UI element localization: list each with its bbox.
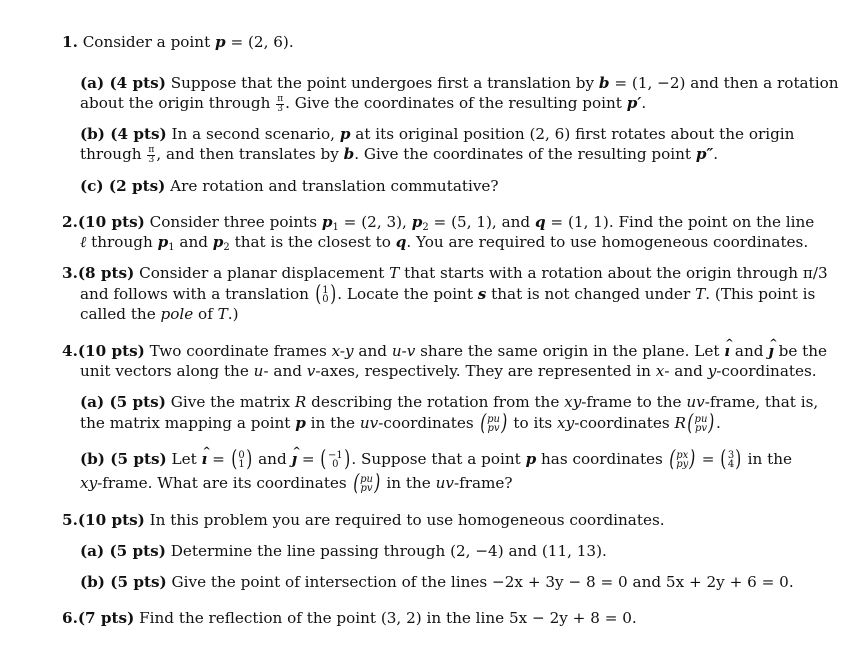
problem-1b-line-1 bbox=[80, 124, 794, 144]
text: Find the reflection of the point (3, 2) in the line 5x − 2y + 8 = 0. bbox=[134, 609, 637, 627]
text: Two coordinate frames bbox=[144, 342, 332, 360]
problem-4a-line-1 bbox=[80, 392, 818, 412]
text: . bbox=[641, 94, 647, 112]
text: describing the rotation from the bbox=[306, 393, 565, 411]
math-var: T bbox=[695, 285, 706, 303]
text: in the bbox=[742, 450, 793, 468]
part-label: (a) (4 pts) bbox=[80, 74, 166, 92]
math-var: p bbox=[525, 450, 537, 468]
math-var: uv bbox=[686, 393, 705, 411]
problem-label: 3.(8 pts) bbox=[62, 264, 135, 282]
text: that starts with a rotation about the origin through π/3 bbox=[399, 264, 828, 282]
problem-2-line-2 bbox=[80, 232, 808, 252]
column-vector: ( pu pv ) bbox=[687, 411, 715, 436]
vec-entry: 0 bbox=[322, 294, 329, 305]
math-var: p bbox=[339, 125, 351, 143]
text: Consider a point bbox=[82, 33, 215, 51]
text: of bbox=[193, 305, 218, 323]
text: = (2, 6). bbox=[225, 33, 294, 51]
text: = (5, 1), and bbox=[428, 213, 535, 231]
text: Let bbox=[166, 450, 202, 468]
fraction bbox=[147, 146, 155, 165]
problem-6 bbox=[62, 608, 637, 628]
text: -frame? bbox=[453, 474, 513, 492]
math-var: R bbox=[294, 393, 307, 411]
text: and bbox=[253, 450, 292, 468]
frac-num: π bbox=[277, 93, 284, 104]
column-vector: ( px py ) bbox=[668, 447, 696, 472]
text: and follows with a translation bbox=[80, 285, 314, 303]
text: . You are required to use homogeneous coordinates. bbox=[406, 233, 809, 251]
text: called the bbox=[80, 305, 161, 323]
part-label: (a) (5 pts) bbox=[80, 393, 166, 411]
part-label: (b) (4 pts) bbox=[80, 125, 167, 143]
subscript: 2 bbox=[422, 222, 429, 233]
math-var: T bbox=[389, 264, 400, 282]
text: . (This point is bbox=[705, 285, 816, 303]
text: Consider three points bbox=[144, 213, 322, 231]
frac-num: π bbox=[148, 144, 155, 155]
unit-vector-j: ^ ȷ bbox=[292, 449, 298, 469]
text: In a second scenario, bbox=[166, 125, 340, 143]
problem-label: 6.(7 pts) bbox=[62, 609, 135, 627]
text: that is the closest to bbox=[229, 233, 396, 251]
part-label: (b) (5 pts) bbox=[80, 573, 167, 591]
frac-den: 3 bbox=[148, 154, 155, 165]
text: Give the point of intersection of the lines −2x + 3y − 8 = 0 and 5x + 2y + 6 = 0. bbox=[166, 573, 794, 591]
text: through bbox=[80, 145, 147, 163]
vec-entry: 1 bbox=[322, 285, 329, 296]
math-var: p bbox=[215, 33, 226, 51]
text: be the bbox=[773, 342, 828, 360]
math-var: p bbox=[295, 414, 306, 432]
math-var: ℓ bbox=[80, 233, 87, 251]
text: = bbox=[207, 450, 230, 468]
math-var: x bbox=[655, 362, 665, 380]
text: Determine the line passing through (2, −4) and (11, 13). bbox=[165, 542, 607, 560]
vec-entry: pu bbox=[360, 474, 373, 485]
column-vector: ( 3 4 ) bbox=[720, 447, 742, 472]
text: at its original position (2, 6) first rotates about the origin bbox=[350, 125, 795, 143]
text: - and bbox=[263, 362, 307, 380]
vec-entry: pv bbox=[487, 423, 500, 434]
problem-4b-line-2 bbox=[80, 473, 513, 494]
unit-vector-j: ^ ȷ bbox=[768, 341, 774, 361]
problem-4-line-2 bbox=[80, 361, 817, 381]
math-var: q bbox=[395, 233, 407, 251]
vec-entry: pu bbox=[694, 414, 708, 425]
math-var: T bbox=[217, 305, 228, 323]
text: -coordinates bbox=[574, 414, 675, 432]
math-var: xy bbox=[80, 474, 98, 492]
problem-2-line-1 bbox=[62, 212, 814, 232]
math-var: R bbox=[674, 414, 686, 432]
text: share the same origin in the plane. Let bbox=[415, 342, 725, 360]
math-var: s bbox=[477, 285, 487, 303]
text: -coordinates bbox=[378, 414, 479, 432]
text: . Give the coordinates of the resulting point bbox=[285, 94, 627, 112]
problem-1b-line-2 bbox=[80, 144, 718, 165]
emphasis: pole bbox=[160, 305, 194, 323]
problem-label: 5.(10 pts) bbox=[62, 511, 145, 529]
text: and bbox=[353, 342, 392, 360]
column-vector: ( pu pv ) bbox=[479, 411, 508, 436]
text: about the origin through bbox=[80, 94, 276, 112]
column-vector: ( −1 0 ) bbox=[320, 447, 351, 472]
problem-1a-line-1 bbox=[80, 73, 839, 93]
text: and bbox=[174, 233, 213, 251]
problem-1c bbox=[80, 176, 499, 196]
text: the matrix mapping a point bbox=[80, 414, 296, 432]
problem-3-line-1 bbox=[62, 263, 828, 283]
text: . bbox=[713, 145, 719, 163]
text: - and bbox=[664, 362, 708, 380]
math-var: p bbox=[411, 213, 423, 231]
vec-entry: pv bbox=[360, 483, 373, 494]
vec-entry: 0 bbox=[332, 459, 339, 470]
fraction bbox=[276, 95, 284, 114]
text: = bbox=[696, 450, 720, 468]
problem-3-line-2 bbox=[80, 284, 815, 305]
problem-1a-line-2 bbox=[80, 93, 646, 114]
math-var: x-y bbox=[331, 342, 354, 360]
text: = (1, 1). Find the point on the line bbox=[545, 213, 815, 231]
vec-entry: pv bbox=[694, 423, 707, 434]
math-var: u-v bbox=[391, 342, 416, 360]
math-var: q bbox=[534, 213, 546, 231]
math-var: p bbox=[212, 233, 224, 251]
problem-3-line-3 bbox=[80, 304, 239, 324]
vec-entry: py bbox=[676, 459, 689, 470]
column-vector: ( 0 1 ) bbox=[231, 447, 252, 472]
problem-4b-line-1 bbox=[80, 449, 792, 470]
text: -frame to the bbox=[581, 393, 687, 411]
text: Suppose that the point undergoes first a translation by bbox=[165, 74, 599, 92]
subscript: 1 bbox=[332, 222, 339, 233]
part-label: (b) (5 pts) bbox=[80, 450, 167, 468]
unit-vector-i: ^ ı bbox=[202, 449, 208, 469]
vec-entry: −1 bbox=[327, 450, 343, 461]
problem-label: 4.(10 pts) bbox=[62, 342, 145, 360]
text: In this problem you are required to use homogeneous coordinates. bbox=[144, 511, 665, 529]
subscript: 2 bbox=[223, 242, 230, 253]
vec-entry: pu bbox=[487, 414, 500, 425]
problem-5a bbox=[80, 541, 607, 561]
text: Give the matrix bbox=[165, 393, 295, 411]
text: . bbox=[715, 414, 721, 432]
text: .) bbox=[227, 305, 239, 323]
text: -axes, respectively. They are represented in bbox=[315, 362, 656, 380]
text: = (1, −2) and then a rotation bbox=[609, 74, 839, 92]
vec-entry: 4 bbox=[727, 459, 735, 470]
unit-vector-i: ^ ı bbox=[724, 341, 730, 361]
text: -frame, that is, bbox=[704, 393, 819, 411]
text: that is not changed under bbox=[486, 285, 696, 303]
text: = bbox=[297, 450, 320, 468]
frac-den: 3 bbox=[277, 103, 284, 114]
subscript: 1 bbox=[168, 242, 175, 253]
problem-5-stem bbox=[62, 510, 665, 530]
part-label: (a) (5 pts) bbox=[80, 542, 166, 560]
text: through bbox=[86, 233, 158, 251]
problem-4-line-1 bbox=[62, 341, 827, 361]
text: Are rotation and translation commutative? bbox=[165, 177, 499, 195]
problem-5b bbox=[80, 572, 794, 592]
text: . Give the coordinates of the resulting point bbox=[354, 145, 696, 163]
problem-1-stem bbox=[62, 32, 294, 52]
math-var: y bbox=[707, 362, 717, 380]
math-var: p′ bbox=[626, 94, 642, 112]
text: in the bbox=[381, 474, 436, 492]
vec-entry: 0 bbox=[238, 450, 245, 461]
math-var: p″ bbox=[695, 145, 714, 163]
problem-label: 2.(10 pts) bbox=[62, 213, 145, 231]
vec-entry: 1 bbox=[238, 459, 245, 470]
text: in the bbox=[305, 414, 360, 432]
math-var: u bbox=[253, 362, 264, 380]
text: . Locate the point bbox=[337, 285, 478, 303]
vec-entry: px bbox=[676, 450, 689, 461]
problem-4a-line-2 bbox=[80, 413, 721, 434]
math-var: uv bbox=[435, 474, 454, 492]
math-var: b bbox=[598, 74, 610, 92]
text: unit vectors along the bbox=[80, 362, 254, 380]
text: = (2, 3), bbox=[338, 213, 412, 231]
math-var: uv bbox=[359, 414, 379, 432]
column-vector: ( pu pv ) bbox=[352, 471, 381, 496]
text: -coordinates. bbox=[716, 362, 817, 380]
math-var: xy bbox=[564, 393, 582, 411]
math-var: b bbox=[343, 145, 355, 163]
part-label: (c) (2 pts) bbox=[80, 177, 166, 195]
math-var: p bbox=[321, 213, 333, 231]
text: has coordinates bbox=[536, 450, 668, 468]
text: and bbox=[730, 342, 769, 360]
math-var: v bbox=[306, 362, 316, 380]
text: to its bbox=[508, 414, 558, 432]
vec-entry: 3 bbox=[727, 450, 735, 461]
text: . Suppose that a point bbox=[351, 450, 526, 468]
text: -frame. What are its coordinates bbox=[97, 474, 352, 492]
text: , and then translates by bbox=[156, 145, 344, 163]
math-var: xy bbox=[557, 414, 575, 432]
column-vector: ( 1 0 ) bbox=[314, 282, 336, 307]
math-var: p bbox=[157, 233, 169, 251]
problem-1-number: 1. bbox=[62, 33, 78, 51]
text: Consider a planar displacement bbox=[134, 264, 390, 282]
